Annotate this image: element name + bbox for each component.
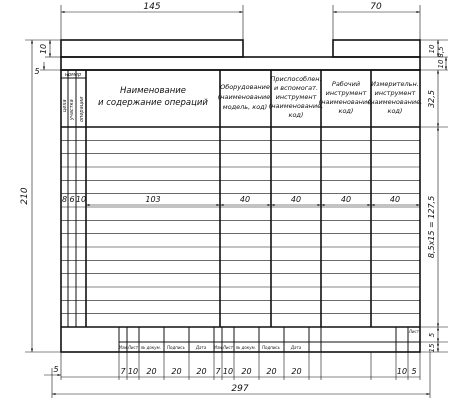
footer-list-label: Лист [408,329,420,334]
footer-cell-izm-1: Изм [118,345,128,350]
dim-col-40-1: 40 [239,195,251,204]
footer-cell-doc-2: № докум. [236,345,256,350]
footer-cell-izm-2: Изм [213,345,223,350]
dim-right-10b: 10 [437,59,445,69]
dim-col-103: 103 [145,195,161,204]
bottom-width-label: 7 [120,367,126,376]
col3-line1: Рабочий [331,80,361,88]
col2-line4: (наименование, [268,102,324,110]
main-title-line2: и содержание операций [98,98,208,108]
bottom-width-label: 20 [146,367,157,376]
dim-bottom-5: 5 [53,365,59,374]
bottom-width-label: 20 [266,367,277,376]
dim-col-40-3: 40 [340,195,352,204]
dim-right-15: 15 [428,343,436,353]
col1-line3: модель, код) [222,103,268,111]
dimension-labels [20,2,445,394]
col2-line1: Приспособлен. [270,75,322,83]
dim-top-70: 70 [370,2,382,12]
bottom-width-labels [120,367,416,376]
operatsii-label: операции [79,96,85,122]
col2-line5: код) [288,111,304,119]
col4-line1: Измерительн. [371,80,419,88]
dim-top-145: 145 [143,2,161,12]
bottom-width-label: 7 [215,367,221,376]
bottom-width-label: 10 [127,367,139,376]
footer-cell-list-2: Лист [222,345,234,350]
bottom-width-label: 20 [241,367,252,376]
dim-col-6: 6 [69,195,75,204]
footer-cell-sign-2: Подпись [262,345,280,350]
uchastka-label: участка [69,99,75,120]
col3-line4: код) [338,107,354,115]
dim-right-10: 10 [428,44,436,54]
nomer-label: номер [64,72,82,78]
col2-line3: инструмент [275,93,317,101]
bottom-width-label: 20 [171,367,182,376]
col3-line2: инструмент [325,89,367,97]
dim-col-10: 10 [75,195,87,204]
footer-cell-doc-1: № докум. [141,345,161,350]
bottom-width-label: 10 [222,367,234,376]
tseha-label: цеха [62,99,68,112]
col4-line4: код) [387,107,403,115]
bottom-width-label: 20 [196,367,207,376]
dim-right-5: 5 [428,332,436,338]
footer-cell-sign-1: Подпись [167,345,185,350]
col4-line3: (наименование, [367,98,423,106]
footer-cell-date-1: Дата [195,345,207,350]
dim-right-32-5: 32,5 [427,90,436,108]
dim-left-5: 5 [34,67,40,76]
footer-cell-list-1: Лист [127,345,139,350]
dim-right-main: 8,5x15 = 127,5 [427,195,436,259]
col4-line2: инструмент [374,89,416,97]
dimension-lines [25,5,448,398]
table-row-lines [61,140,420,313]
header-labels [62,72,422,122]
dim-col-40-4: 40 [389,195,401,204]
col1-line1: Оборудование [220,83,270,91]
dim-left-210: 210 [20,187,30,205]
bottom-width-label: 5 [411,367,417,376]
dim-bottom-297: 297 [231,384,249,394]
col3-line3: (наименование, [318,98,374,106]
dim-col-40-2: 40 [290,195,302,204]
dim-left-10: 10 [39,43,48,55]
bottom-width-label: 20 [291,367,302,376]
col1-line2: (наименование, [217,93,273,101]
bottom-width-label: 10 [396,367,408,376]
col2-line2: и вспомогат. [273,84,319,92]
footer-cell-date-2: Дата [290,345,302,350]
dim-col-8: 8 [61,195,68,204]
dim-right-8-5: 8,5 [437,46,445,58]
main-title-line1: Наименование [119,86,187,96]
